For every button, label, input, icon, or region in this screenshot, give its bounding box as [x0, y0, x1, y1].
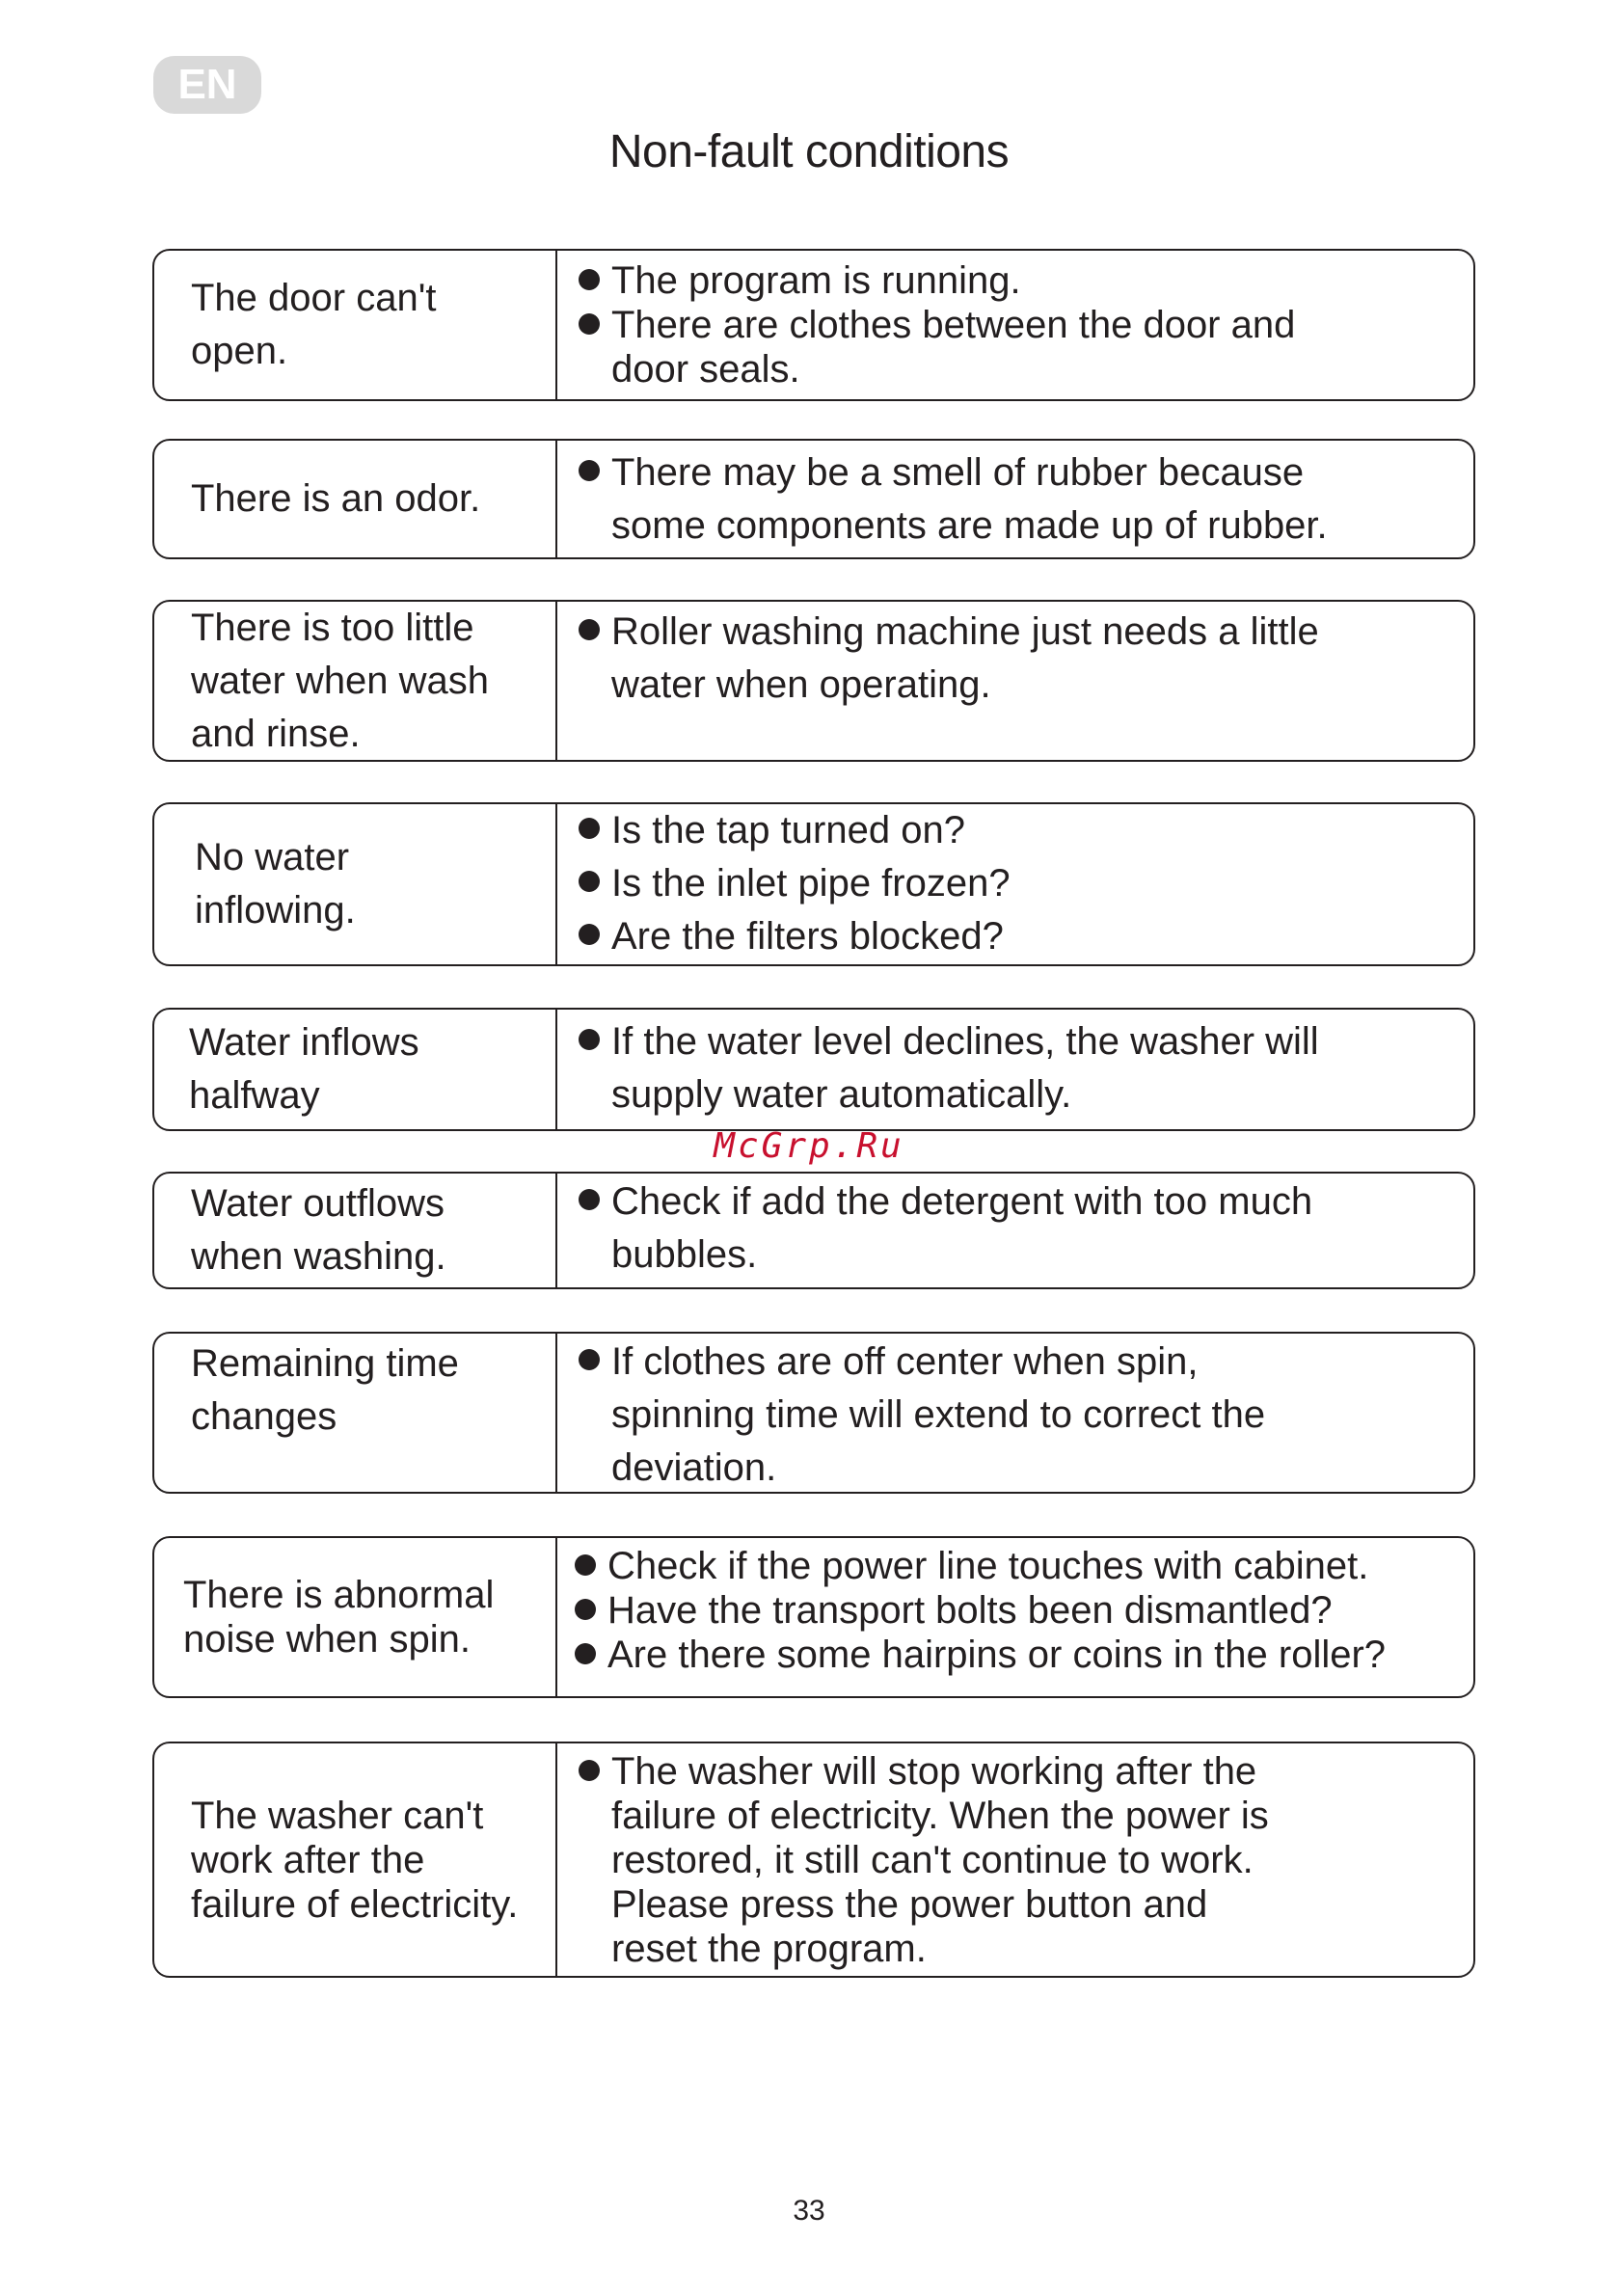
- list-item: Are the filters blocked?: [579, 910, 1454, 963]
- list-item: Check if add the detergent with too much bubbles.: [579, 1175, 1454, 1282]
- page-number: 33: [793, 2195, 825, 2227]
- causes-list: [557, 1334, 1473, 1492]
- page-title: Non-fault conditions: [608, 126, 1010, 177]
- list-item: Is the inlet pipe frozen?: [579, 857, 1454, 910]
- bullet-icon: [579, 460, 600, 481]
- list-item: There may be a smell of rubber because some components are made up of rubber.: [579, 446, 1454, 553]
- table-row: [152, 1742, 1475, 1978]
- condition-label: The door can't open.: [154, 251, 557, 399]
- list-item: The washer will stop working after the failure of electricity. When the power is restored, it still can't continue to work. Please press the power button and reset the program.: [579, 1749, 1454, 1971]
- causes-list: [557, 1174, 1473, 1287]
- condition-label: Water outflows when washing.: [154, 1174, 557, 1287]
- table-row: [152, 802, 1475, 966]
- condition-label: No water inflowing.: [154, 804, 557, 964]
- list-item: If the water level declines, the washer will supply water automatically.: [579, 1015, 1454, 1121]
- bullet-icon: [579, 619, 600, 640]
- watermark: McGrp.Ru: [714, 1126, 904, 1166]
- causes-list: [557, 441, 1473, 557]
- condition-label: Remaining time changes: [154, 1334, 557, 1492]
- table-row: [152, 1008, 1475, 1131]
- table-row: [152, 1536, 1475, 1698]
- bullet-icon: [579, 924, 600, 945]
- bullet-icon: [579, 1029, 600, 1050]
- list-item: Are there some hairpins or coins in the roller?: [575, 1633, 1454, 1677]
- bullet-icon: [579, 871, 600, 892]
- bullet-icon: [579, 269, 600, 290]
- list-item: If clothes are off center when spin, spinning time will extend to correct the deviation.: [579, 1336, 1454, 1495]
- bullet-icon: [579, 313, 600, 335]
- table-row: [152, 1172, 1475, 1289]
- condition-label: There is too little water when wash and rinse.: [154, 602, 557, 760]
- bullet-icon: [579, 1189, 600, 1210]
- bullet-icon: [579, 1349, 600, 1370]
- list-item: There are clothes between the door and door seals.: [579, 303, 1454, 392]
- table-row: [152, 249, 1475, 401]
- bullet-icon: [575, 1599, 596, 1620]
- causes-list: [557, 1538, 1473, 1696]
- list-item: The program is running.: [579, 258, 1454, 303]
- table-row: [152, 1332, 1475, 1494]
- bullet-icon: [579, 818, 600, 839]
- condition-label: Water inflows halfway: [154, 1010, 557, 1129]
- causes-list: [557, 1010, 1473, 1129]
- condition-label: There is an odor.: [154, 441, 557, 557]
- causes-list: [557, 1743, 1473, 1976]
- list-item: Roller washing machine just needs a little water when operating.: [579, 606, 1454, 712]
- bullet-icon: [579, 1760, 600, 1781]
- causes-list: [557, 602, 1473, 760]
- table-row: [152, 600, 1475, 762]
- bullet-icon: [575, 1643, 596, 1664]
- list-item: Check if the power line touches with cabinet.: [575, 1544, 1454, 1588]
- language-badge: EN: [153, 56, 261, 114]
- list-item: Is the tap turned on?: [579, 804, 1454, 857]
- list-item: Have the transport bolts been dismantled?: [575, 1588, 1454, 1633]
- condition-label: The washer can't work after the failure of electricity.: [154, 1743, 557, 1976]
- condition-label: There is abnormal noise when spin.: [154, 1538, 557, 1696]
- bullet-icon: [575, 1554, 596, 1576]
- causes-list: [557, 804, 1473, 964]
- causes-list: [557, 251, 1473, 399]
- table-row: [152, 439, 1475, 559]
